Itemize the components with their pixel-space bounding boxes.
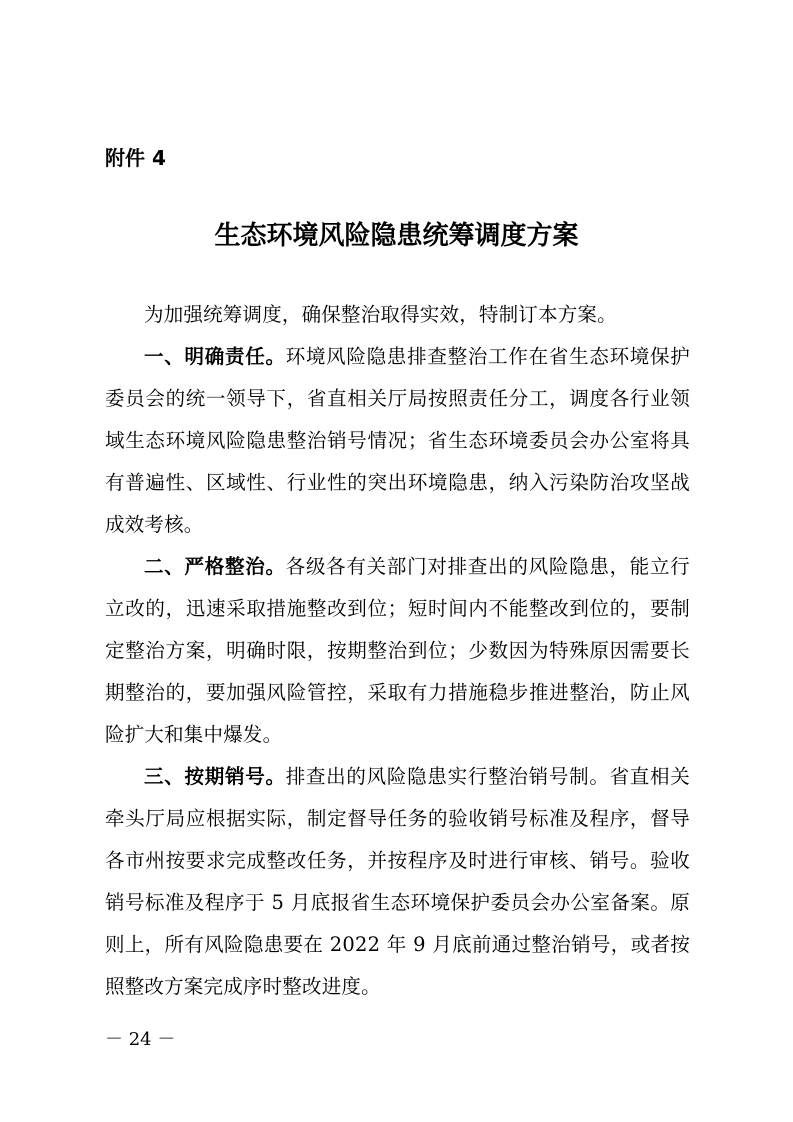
section-heading-3: 三、按期销号。	[144, 765, 286, 788]
section-heading-1: 一、明确责任。	[144, 345, 286, 368]
page-number: － 24 －	[105, 1029, 176, 1050]
document-body	[105, 294, 690, 1008]
attachment-label: 附件 4	[105, 146, 166, 170]
section-paragraph-1	[105, 336, 690, 546]
section-text-2: 各级各有关部门对排查出的风险隐患，能立行立改的，迅速采取措施整改到位；短时间内不能整改到位的，要制定整治方案，明确时限，按期整治到位；少数因为特殊原因需要长期整治的，要加强风险管控，采取有力措施稳步推进整治，防止风险扩大和集中爆发。	[105, 555, 690, 746]
section-text-1: 环境风险隐患排查整治工作在省生态环境保护委员会的统一领导下，省直相关厅局按照责任分工，调度各行业领域生态环境风险隐患整治销号情况；省生态环境委员会办公室将具有普遍性、区域性、行业性的突出环境隐患，纳入污染防治攻坚战成效考核。	[105, 345, 690, 536]
intro-paragraph: 为加强统筹调度，确保整治取得实效，特制订本方案。	[144, 303, 617, 326]
section-paragraph-3	[105, 756, 690, 1008]
section-heading-2: 二、严格整治。	[144, 555, 286, 578]
section-text-3: 排查出的风险隐患实行整治销号制。省直相关牵头厅局应根据实际，制定督导任务的验收销号标准及程序，督导各市州按要求完成整改任务，并按程序及时进行审核、销号。验收销号标准及程序于 5 月底报省生态环境保护委员会办公室备案。原则上，所有风险隐患要在 2022 年 9 月底前通过整治销号，或者按照整改方案完成序时整改进度。	[105, 765, 690, 998]
section-paragraph-2	[105, 546, 690, 756]
document-title: 生态环境风险隐患统筹调度方案	[214, 221, 579, 251]
